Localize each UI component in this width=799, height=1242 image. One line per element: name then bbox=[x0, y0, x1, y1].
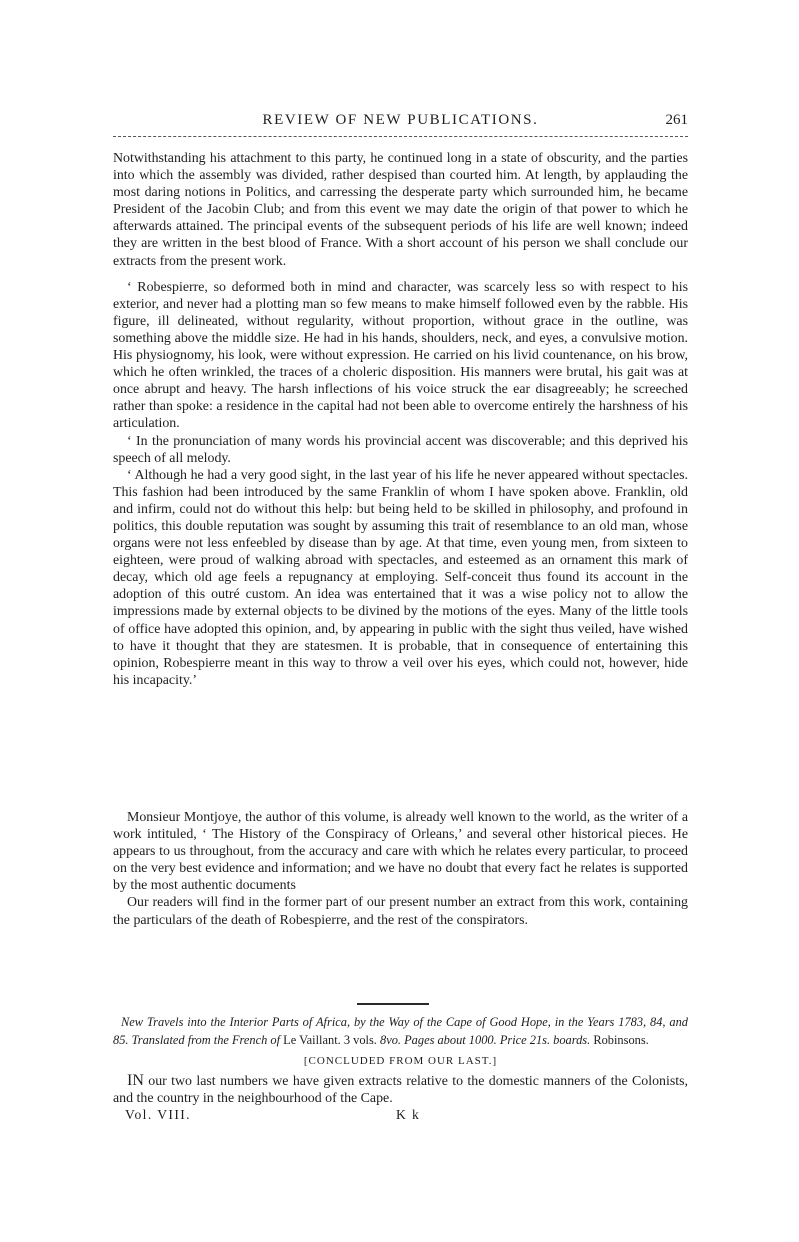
book-author: Le Vaillant. bbox=[283, 1033, 341, 1047]
book-pages: Pages about 1000. bbox=[404, 1033, 497, 1047]
page-number: 261 bbox=[665, 112, 688, 128]
paragraph-montjoye: Monsieur Montjoye, the author of this volume, is already well known to the world, as the writer of a work intituled, ‘ The History of the Conspiracy of Orleans,’ and several other historical pieces. He appears to us throughout, from the accuracy and care with which he relates every particular, to proceed on the very best evidence and information; and we have no doubt that every fact he relates is supported by the most authentic documents bbox=[113, 810, 688, 894]
continuation-note: [CONCLUDED FROM OUR LAST.] bbox=[303, 1055, 498, 1067]
running-title: REVIEW OF NEW PUBLICATIONS. bbox=[262, 112, 539, 128]
opening-text: our two last numbers we have given extracts relative to the domestic manners of the Colonists, and the country in the neighbourhood of the Cape. bbox=[113, 1074, 688, 1107]
new-review-body bbox=[113, 1072, 688, 1107]
paragraph-pronunciation: ‘ In the pronunciation of many words his provincial accent was discoverable; and this deprived his speech of all melody. bbox=[113, 433, 688, 466]
book-volumes: 3 vols. bbox=[343, 1033, 377, 1047]
book-title-notice bbox=[113, 1013, 688, 1049]
signature-mark: K k bbox=[396, 1107, 421, 1122]
paragraph-robespierre-description: ‘ Robespierre, so deformed both in mind and character, was scarcely less so with respect to his exterior, and never had a plotting man so few means to make himself followed even by the rabble. His figure, ill delineated, without regularity, without proportion, without grace in the outline, was something above the middle size. He had in his hands, shoulders, neck, and eyes, a convulsive motion. His physiognomy, his look, were without expression. He carried on his livid countenance, on his brow, which he often wrinkled, the traces of a choleric disposition. His manners were brutal, his gait was at once abrupt and heavy. The harsh inflections of his voice struck the ear disagreeably; he screeched rather than spoke: a residence in the capital had not been able to overcome entirely the harshness of his articulation. bbox=[113, 279, 688, 432]
book-format: 8vo. bbox=[380, 1033, 401, 1047]
article-body bbox=[113, 150, 688, 689]
paragraph-readers: Our readers will find in the former part of our present number an extract from this work, containing the particulars of the death of Robespierre, and the rest of the conspirators. bbox=[113, 895, 688, 928]
opening-initial: IN bbox=[127, 1072, 144, 1089]
book-publisher: Robinsons. bbox=[593, 1033, 649, 1047]
paragraph-spectacles: ‘ Although he had a very good sight, in the last year of his life he never appeared without spectacles. This fashion had been introduced by the same Franklin of whom I have spoken above. Franklin, old and infirm, could not do without this help: but being held to be skilled in philosophy, and profound in politics, this double reputation was sought by assuming this trait of resemblance to an old man, whose organs were not less enfeebled by disease than by age. At that time, even young men, from sixteen to eighteen, were proud of walking abroad with spectacles, and esteemed as an ornament this mark of decay, which old age feels a repugnancy at employing. Self-conceit thus found its account in the adoption of this outré custom. An idea was entertained that it was a wise policy not to allow the impressions made by external objects to be divined by the motions of the eyes. Many of the little tools of office have adopted this opinion, and, by appearing in public with the sight thus veiled, have wished to have it thought that they are statesmen. It is probable, that in consequence of entertaining this opinion, Robespierre meant in this way to throw a veil over his eyes, which could not, however, hide his incapacity.’ bbox=[113, 467, 688, 688]
paragraph-new-review-opening bbox=[113, 1072, 688, 1107]
volume-mark: Vol. VIII. bbox=[125, 1107, 191, 1122]
paragraph-attachment: Notwithstanding his attachment to this party, he continued long in a state of obscurity, and the parties into which the assembly was divided, rather despised than courted him. At length, by applauding the most daring notions in Politics, and carressing the desperate party which surrounded him, he became President of the Jacobin Club; and from this event we may date the origin of that power to which he afterwards attained. The principal events of the subsequent periods of his life are well known; indeed they are written in the best blood of France. With a short account of his person we shall conclude our extracts from the present work. bbox=[113, 151, 688, 269]
book-price: Price 21s. boards. bbox=[499, 1033, 591, 1047]
section-divider bbox=[357, 1003, 429, 1005]
article-closing bbox=[113, 809, 688, 929]
page-header bbox=[113, 112, 688, 134]
header-rule bbox=[113, 136, 688, 137]
book-title: New Travels into the Interior Parts of Africa, by the Way of the Cape of Good Hope, in the Years 1783, 84, and 85. Translated from the French of bbox=[113, 1015, 688, 1047]
